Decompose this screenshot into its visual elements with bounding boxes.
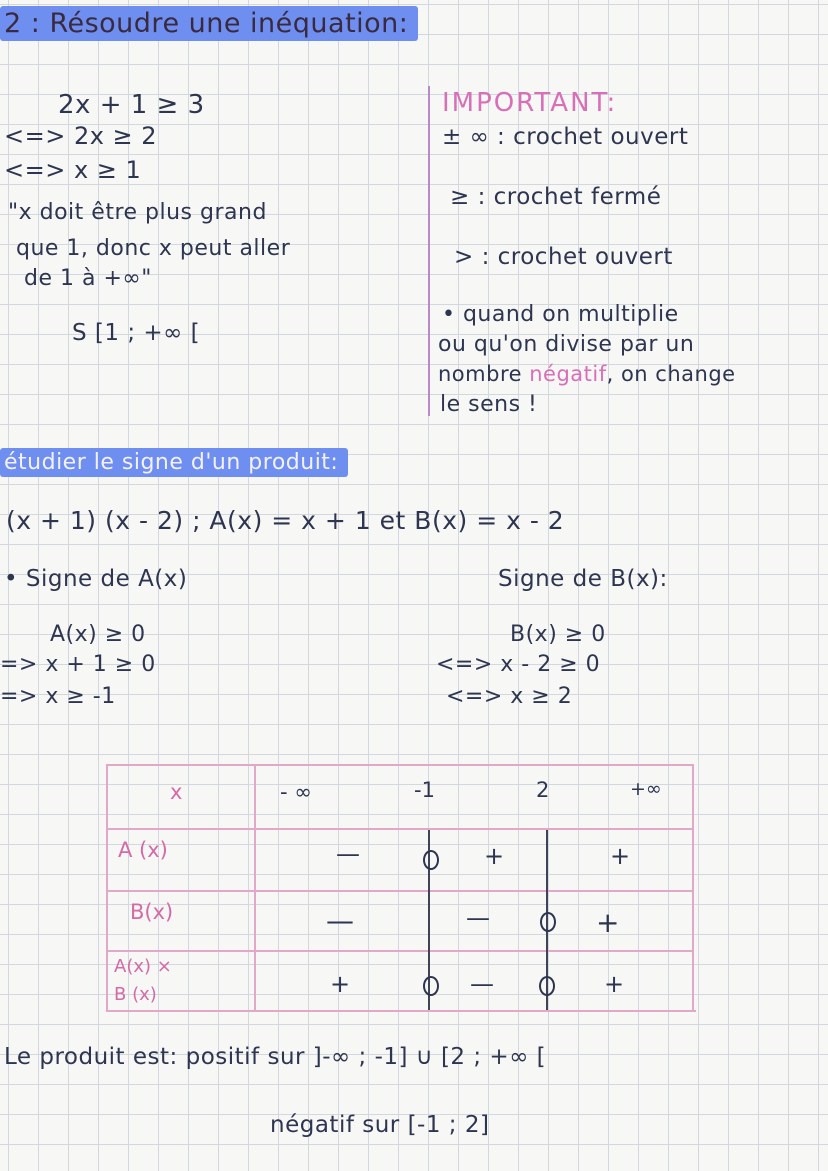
important-note-1: • quand on multiplie bbox=[442, 302, 679, 327]
signA-line-3: => x ≥ -1 bbox=[0, 684, 116, 709]
signB-line-3: <=> x ≥ 2 bbox=[446, 684, 573, 709]
conclusion-line-2: négatif sur [-1 ; 2] bbox=[270, 1112, 490, 1138]
important-note-2: ou qu'on divise par un bbox=[438, 332, 695, 357]
signA-title: • Signe de A(x) bbox=[4, 566, 188, 592]
table-x-plus-inf: +∞ bbox=[630, 778, 662, 800]
signB-line-1: B(x) ≥ 0 bbox=[510, 622, 606, 647]
sign-B-2: — bbox=[466, 904, 490, 932]
important-note-4: le sens ! bbox=[440, 392, 538, 417]
zero-B-2 bbox=[540, 912, 556, 932]
table-line-header-sep bbox=[254, 764, 256, 1012]
sign-AB-3: + bbox=[604, 970, 625, 998]
quote-line-3: de 1 à +∞" bbox=[24, 266, 152, 291]
table-row-AB-1: A(x) × bbox=[114, 956, 172, 977]
section2-title-highlight: étudier le signe d'un produit: bbox=[0, 448, 348, 477]
sign-A-2: + bbox=[484, 842, 505, 870]
sign-AB-1: + bbox=[330, 970, 351, 998]
table-line-2 bbox=[108, 890, 694, 892]
sign-A-1: — bbox=[336, 840, 360, 868]
table-line-bottom bbox=[106, 1010, 696, 1012]
table-x-minus1: -1 bbox=[414, 778, 435, 802]
section1-title-highlight: 2 : Résoudre une inéquation: bbox=[0, 6, 418, 41]
table-line-1 bbox=[108, 828, 692, 830]
table-row-B: B(x) bbox=[130, 900, 174, 924]
product-expression: (x + 1) (x - 2) ; A(x) = x + 1 et B(x) = x - 2 bbox=[6, 506, 565, 535]
important-note-negatif: négatif bbox=[529, 362, 607, 386]
table-x-minus-inf: - ∞ bbox=[280, 780, 312, 804]
table-head-x: x bbox=[170, 780, 183, 804]
important-note-3c: , on change bbox=[606, 362, 736, 386]
zero-AB-2 bbox=[539, 976, 555, 996]
table-line-left bbox=[106, 764, 108, 1012]
signA-line-1: A(x) ≥ 0 bbox=[50, 622, 146, 647]
important-title: IMPORTANT: bbox=[442, 88, 618, 118]
sign-B-3: + bbox=[596, 906, 620, 939]
important-rule-2: ≥ : crochet fermé bbox=[450, 184, 662, 210]
sign-AB-2: — bbox=[470, 970, 494, 998]
zero-A-minus1 bbox=[423, 850, 439, 870]
signB-title: Signe de B(x): bbox=[498, 566, 668, 592]
table-line-top bbox=[106, 764, 694, 766]
sign-A-3: + bbox=[610, 842, 631, 870]
zero-AB-minus1 bbox=[423, 976, 439, 996]
table-line-3 bbox=[108, 950, 694, 952]
quote-line-1: "x doit être plus grand bbox=[8, 200, 267, 225]
inequation-line-3: <=> x ≥ 1 bbox=[4, 156, 142, 184]
signB-line-2: <=> x - 2 ≥ 0 bbox=[436, 652, 601, 677]
important-rule-3: > : crochet ouvert bbox=[454, 244, 673, 270]
inequation-line-1: 2x + 1 ≥ 3 bbox=[58, 90, 205, 120]
conclusion-line-1: Le produit est: positif sur ]-∞ ; -1] ∪ [2 ; +∞ [ bbox=[4, 1044, 547, 1070]
table-row-AB-2: B (x) bbox=[114, 984, 157, 1005]
table-x-2: 2 bbox=[536, 778, 550, 802]
solution-set: S [1 ; +∞ [ bbox=[72, 320, 201, 346]
table-row-A: A (x) bbox=[118, 838, 168, 862]
important-rule-1: ± ∞ : crochet ouvert bbox=[442, 124, 689, 150]
table-line-right bbox=[692, 764, 694, 1012]
sign-B-1: — bbox=[326, 904, 354, 937]
inequation-line-2: <=> 2x ≥ 2 bbox=[4, 122, 158, 150]
important-note-3a: nombre bbox=[438, 362, 530, 386]
signA-line-2: => x + 1 ≥ 0 bbox=[0, 652, 156, 677]
quote-line-2: que 1, donc x peut aller bbox=[16, 236, 291, 261]
